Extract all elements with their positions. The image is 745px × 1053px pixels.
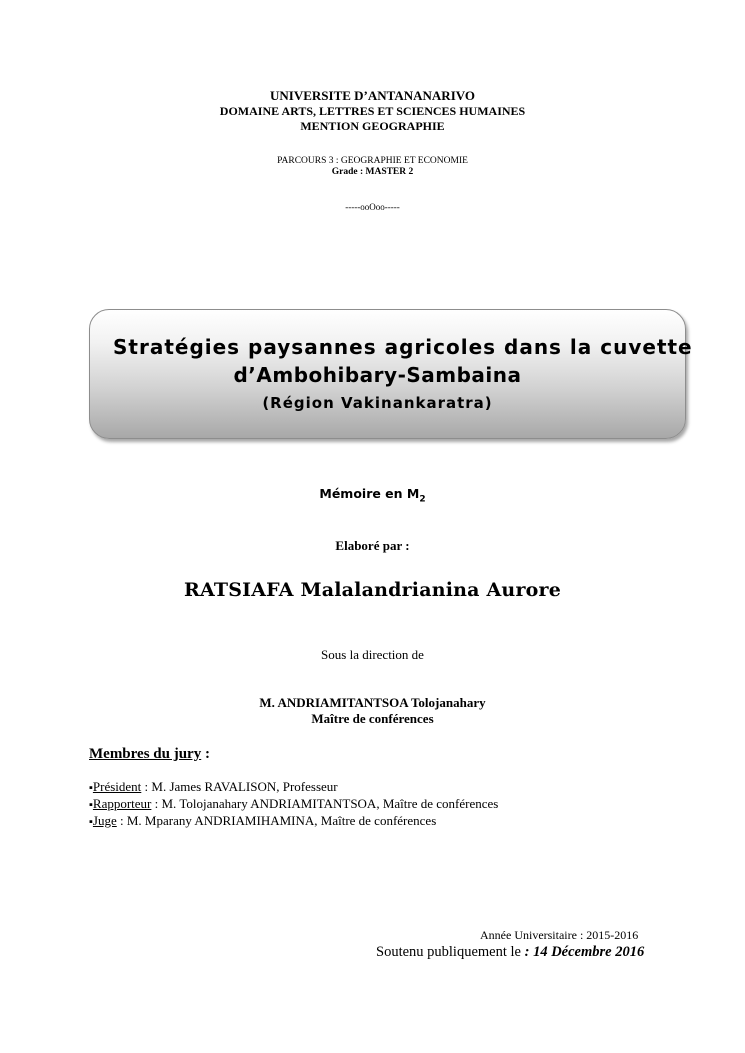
bullet-icon: ▪ <box>89 816 93 828</box>
bullet-icon: ▪ <box>89 782 93 794</box>
director-name: M. ANDRIAMITANTSOA Tolojanahary <box>259 695 486 710</box>
memoire-label <box>0 486 745 505</box>
memoire-text: Mémoire en M <box>319 486 420 501</box>
title-line-2: d’Ambohibary-Sambaina <box>233 363 522 387</box>
jury-role: Juge <box>92 813 117 828</box>
direction-intro: Sous la direction de <box>321 647 424 662</box>
jury-detail: : M. Mparany ANDRIAMIHAMINA, Maître de conférences <box>116 813 437 828</box>
jury-heading <box>89 746 210 763</box>
jury-heading-text: Membres du jury <box>89 746 202 762</box>
jury-role: Président <box>92 779 142 794</box>
academic-year: Année Universitaire : 2015-2016 <box>480 928 639 942</box>
separator: -----ooOoo----- <box>345 202 400 212</box>
title-box <box>89 309 693 439</box>
domain-name: DOMAINE ARTS, LETTRES ET SCIENCES HUMAINES <box>219 104 526 118</box>
director-title: Maître de conférences <box>311 711 434 726</box>
university-name: UNIVERSITE D’ANTANANARIVO <box>270 88 475 103</box>
jury-member <box>89 813 498 830</box>
author-name: RATSIAFA Malalandrianina Aurore <box>183 579 562 601</box>
jury-member <box>89 796 498 813</box>
mention-name: MENTION GEOGRAPHIE <box>300 119 445 133</box>
jury-detail: : M. James RAVALISON, Professeur <box>141 779 338 794</box>
jury-detail: : M. Tolojanahary ANDRIAMITANTSOA, Maître de conférences <box>151 796 499 811</box>
defense-prefix: Soutenu publiquement le <box>376 944 525 960</box>
memoire-subscript: 2 <box>419 494 426 505</box>
elabore-label: Elaboré par : <box>335 538 410 553</box>
jury-role: Rapporteur <box>92 796 152 811</box>
defense-date: : 14 Décembre 2016 <box>524 944 645 960</box>
bullet-icon: ▪ <box>89 799 93 811</box>
parcours-line: PARCOURS 3 : GEOGRAPHIE ET ECONOMIE <box>277 156 468 166</box>
title-line-3: (Région Vakinankaratra) <box>262 394 493 412</box>
grade-line: Grade : MASTER 2 <box>331 167 414 177</box>
title-line-1: Stratégies paysannes agricoles dans la cuvette <box>113 335 693 359</box>
defense-line <box>376 944 644 961</box>
jury-list <box>89 779 498 830</box>
jury-heading-suffix: : <box>201 746 210 762</box>
jury-member <box>89 779 498 796</box>
